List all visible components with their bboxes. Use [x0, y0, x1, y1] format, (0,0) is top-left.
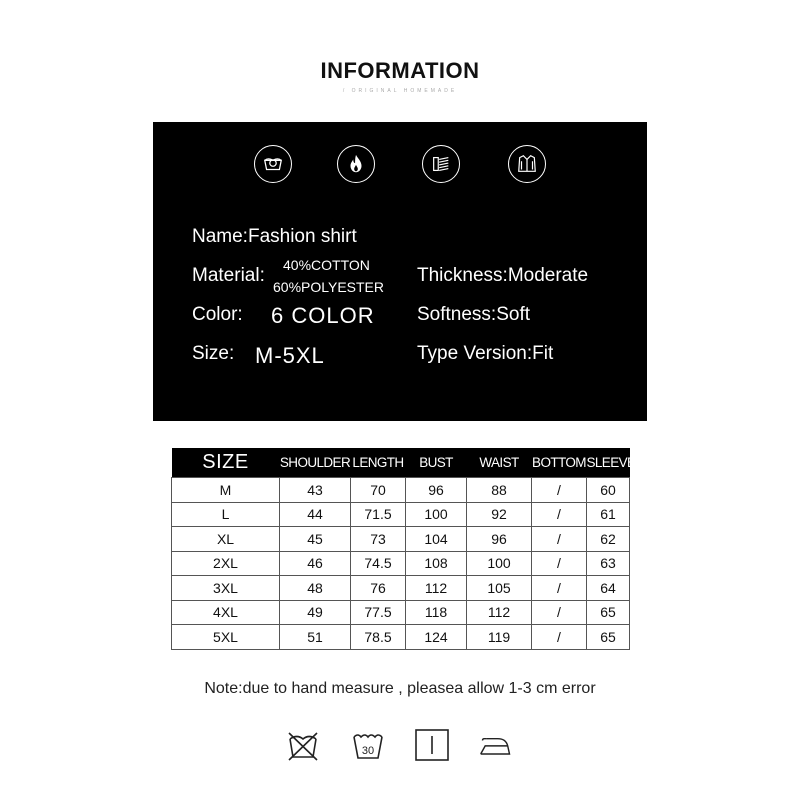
measurement-note: Note:due to hand measure , pleasea allow 1-3 cm error [204, 680, 596, 697]
thickness-label: Thickness: [417, 265, 508, 286]
table-cell: 100 [467, 551, 532, 576]
column-header-bust: BUST [406, 448, 467, 478]
fabric-icon [422, 145, 460, 183]
size-label: Size: [192, 343, 235, 364]
table-cell: 44 [280, 502, 351, 527]
table-cell: 2XL [172, 551, 280, 576]
table-cell: 48 [280, 576, 351, 601]
table-cell: 46 [280, 551, 351, 576]
table-row [172, 527, 630, 552]
table-cell: 61 [587, 502, 630, 527]
table-cell: 112 [467, 600, 532, 625]
material-value-cotton: 40%COTTON [283, 257, 370, 273]
table-cell: 118 [406, 600, 467, 625]
table-row [172, 502, 630, 527]
table-cell: 100 [406, 502, 467, 527]
column-header-size: SIZE [172, 448, 280, 478]
name-label: Name: [192, 226, 248, 247]
thickness-value: Moderate [507, 265, 589, 286]
table-cell: 60 [587, 478, 630, 503]
color-value: 6 COLOR [271, 303, 375, 328]
column-header-bottom: BOTTOM [532, 448, 587, 478]
shirt-icon [508, 145, 546, 183]
table-row [172, 551, 630, 576]
table-cell: / [532, 625, 587, 650]
material-label: Material: [192, 265, 265, 286]
table-row [172, 625, 630, 650]
column-header-length: LENGTH [351, 448, 406, 478]
table-cell: 96 [406, 478, 467, 503]
table-cell: M [172, 478, 280, 503]
size-table [171, 448, 636, 650]
softness-label: Softness: [417, 304, 497, 325]
wash-30-icon [350, 727, 386, 763]
table-cell: 88 [467, 478, 532, 503]
table-cell: 92 [467, 502, 532, 527]
table-cell: / [532, 502, 587, 527]
table-cell: 74.5 [351, 551, 406, 576]
softness-value: Soft [496, 304, 531, 325]
flame-icon [337, 145, 375, 183]
size-value: M-5XL [255, 343, 325, 368]
table-cell: L [172, 502, 280, 527]
table-cell: 65 [587, 625, 630, 650]
table-cell: / [532, 600, 587, 625]
table-cell: 108 [406, 551, 467, 576]
table-cell: 64 [587, 576, 630, 601]
table-cell: 3XL [172, 576, 280, 601]
type-version-value: Fit [532, 343, 554, 364]
table-cell: 45 [280, 527, 351, 552]
table-cell: 78.5 [351, 625, 406, 650]
column-header-shoulder: SHOULDER [280, 448, 351, 478]
table-cell: / [532, 478, 587, 503]
table-cell: 124 [406, 625, 467, 650]
table-row [172, 600, 630, 625]
type-version-label: Type Version: [417, 343, 533, 364]
table-cell: 105 [467, 576, 532, 601]
table-cell: XL [172, 527, 280, 552]
table-cell: / [532, 576, 587, 601]
table-cell: / [532, 527, 587, 552]
table-cell: 77.5 [351, 600, 406, 625]
table-cell: 71.5 [351, 502, 406, 527]
name-value: Fashion shirt [247, 226, 357, 247]
table-cell: 76 [351, 576, 406, 601]
table-row [172, 576, 630, 601]
table-cell: 119 [467, 625, 532, 650]
table-cell: 5XL [172, 625, 280, 650]
washing-icon [254, 145, 292, 183]
table-cell: 112 [406, 576, 467, 601]
table-row [172, 478, 630, 503]
table-cell: 49 [280, 600, 351, 625]
table-cell: 62 [587, 527, 630, 552]
table-cell: 73 [351, 527, 406, 552]
table-cell: 63 [587, 551, 630, 576]
material-value-polyester: 60%POLYESTER [273, 279, 385, 295]
table-header-row [172, 448, 630, 478]
table-cell: 70 [351, 478, 406, 503]
line-dry-icon [414, 727, 450, 763]
table-cell: 4XL [172, 600, 280, 625]
table-cell: / [532, 551, 587, 576]
color-label: Color: [192, 304, 243, 325]
table-cell: 43 [280, 478, 351, 503]
column-header-sleeve: SLEEVE [587, 448, 630, 478]
table-cell: 104 [406, 527, 467, 552]
table-cell: 51 [280, 625, 351, 650]
table-cell: 96 [467, 527, 532, 552]
no-tumble-dry-icon [285, 727, 321, 763]
page-title: INFORMATION [320, 58, 480, 83]
iron-low-icon [478, 727, 514, 763]
table-cell: 65 [587, 600, 630, 625]
page-subtitle: / ORIGINAL HOMEMADE [342, 88, 458, 94]
wash-temperature: 30 [361, 745, 375, 757]
column-header-waist: WAIST [467, 448, 532, 478]
